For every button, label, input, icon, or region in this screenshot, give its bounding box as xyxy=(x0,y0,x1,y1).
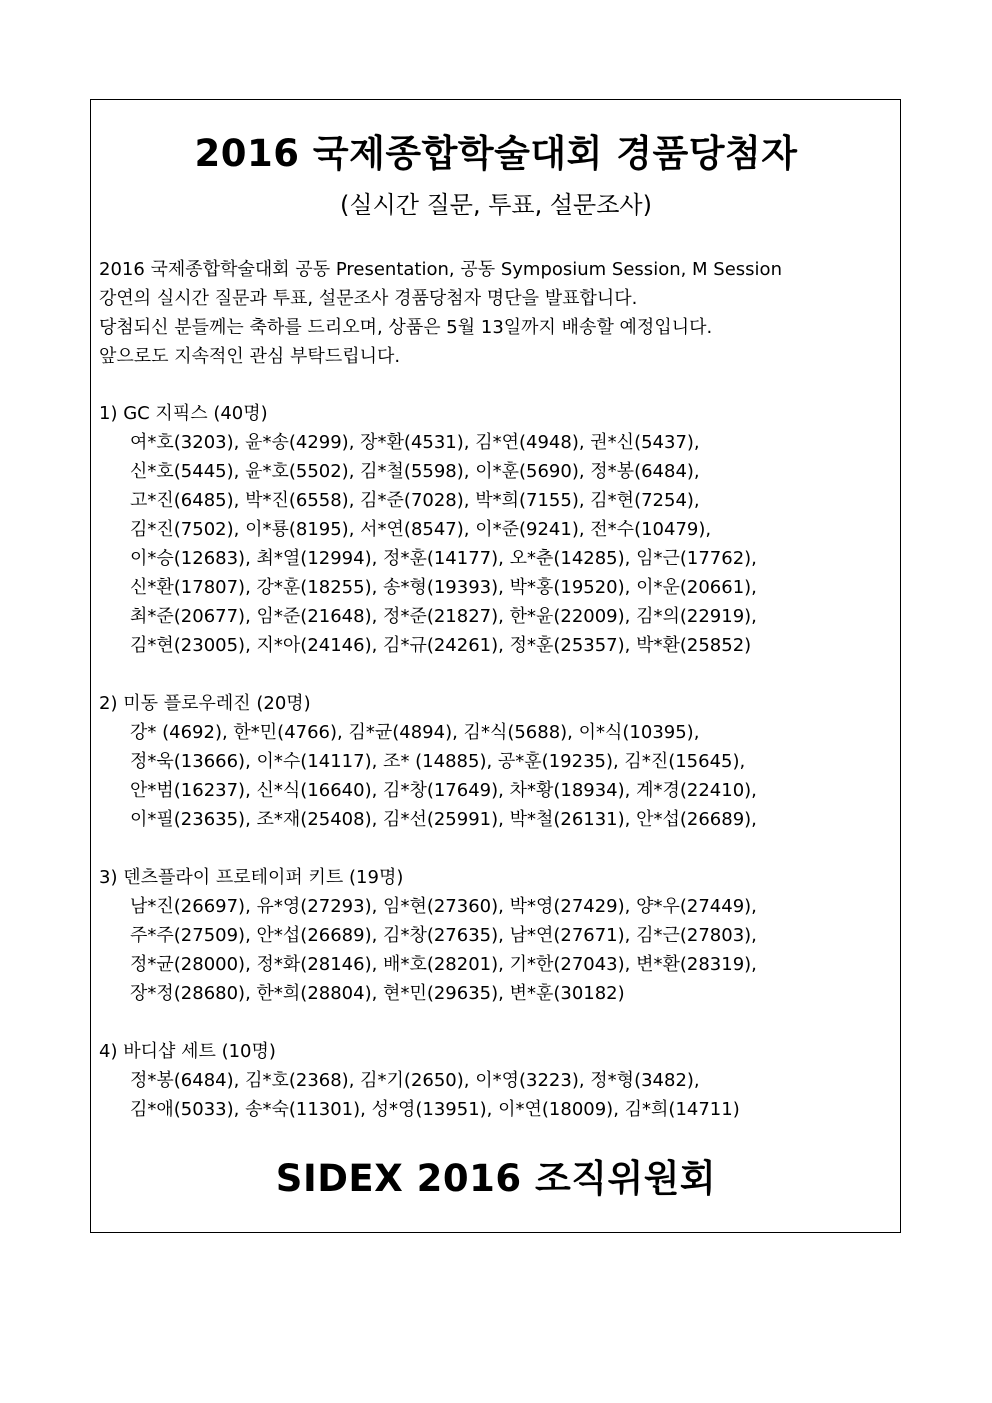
prize-heading: 3) 덴츠플라이 프로테이퍼 키트 (19명) xyxy=(99,867,404,888)
intro-line: 2016 국제종합학술대회 공동 Presentation, 공동 Symposium Session, M Session xyxy=(99,259,782,280)
prize-heading: 4) 바디샵 세트 (10명) xyxy=(99,1041,276,1062)
winner-list-line: 남*진(26697), 유*영(27293), 임*현(27360), 박*영(27429), 양*우(27449), xyxy=(130,896,757,917)
winner-list-line: 안*범(16237), 신*식(16640), 김*창(17649), 차*황(18934), 계*경(22410), xyxy=(130,780,757,801)
winner-list-line: 정*균(28000), 정*화(28146), 배*호(28201), 기*한(27043), 변*환(28319), xyxy=(130,954,757,975)
winner-list-line: 신*호(5445), 윤*호(5502), 김*철(5598), 이*훈(5690), 정*봉(6484), xyxy=(130,461,700,482)
intro-line: 강연의 실시간 질문과 투표, 설문조사 경품당첨자 명단을 발표합니다. xyxy=(99,288,638,309)
winner-list-line: 이*필(23635), 조*재(25408), 김*선(25991), 박*철(26131), 안*섭(26689), xyxy=(130,809,757,830)
winner-list-line: 최*준(20677), 임*준(21648), 정*준(21827), 한*윤(22009), 김*의(22919), xyxy=(130,606,757,627)
winner-list-line: 주*주(27509), 안*섭(26689), 김*창(27635), 남*연(27671), 김*근(27803), xyxy=(130,925,757,946)
prize-section-gc-gfix xyxy=(99,399,889,660)
winner-list-line: 신*환(17807), 강*훈(18255), 송*형(19393), 박*홍(19520), 이*운(20661), xyxy=(130,577,757,598)
winner-list-line: 김*현(23005), 지*아(24146), 김*규(24261), 정*훈(25357), 박*환(25852) xyxy=(130,635,752,656)
winner-list-line: 여*호(3203), 윤*송(4299), 장*환(4531), 김*연(4948), 권*신(5437), xyxy=(130,432,700,453)
intro-line: 당첨되신 분들께는 축하를 드리오며, 상품은 5월 13일까지 배송할 예정입니다. xyxy=(99,317,713,338)
winner-list-line: 장*정(28680), 한*희(28804), 현*민(29635), 변*훈(30182) xyxy=(130,983,625,1004)
prize-heading: 1) GC 지픽스 (40명) xyxy=(99,403,268,424)
winner-list-line: 강* (4692), 한*민(4766), 김*균(4894), 김*식(5688), 이*식(10395), xyxy=(130,722,700,743)
winner-list-line: 김*애(5033), 송*숙(11301), 성*영(13951), 이*연(18009), 김*희(14711) xyxy=(130,1099,740,1120)
prize-section-midong-flow-resin xyxy=(99,689,889,834)
winner-list-line: 정*욱(13666), 이*수(14117), 조* (14885), 공*훈(19235), 김*진(15645), xyxy=(130,751,746,772)
prize-heading: 2) 미동 플로우레진 (20명) xyxy=(99,693,311,714)
document-subtitle: (실시간 질문, 투표, 설문조사) xyxy=(340,191,652,219)
intro-line: 앞으로도 지속적인 관심 부탁드립니다. xyxy=(99,346,401,367)
intro-paragraph xyxy=(99,255,889,371)
winner-list-line: 정*봉(6484), 김*호(2368), 김*기(2650), 이*영(3223), 정*형(3482), xyxy=(130,1070,700,1091)
winner-list-line: 김*진(7502), 이*룡(8195), 서*연(8547), 이*준(9241), 전*수(10479), xyxy=(130,519,712,540)
prize-section-dentsply-protaper-kit xyxy=(99,863,889,1008)
document-title: 2016 국제종합학술대회 경품당첨자 xyxy=(194,132,798,175)
winner-list-line: 이*승(12683), 최*열(12994), 정*훈(14177), 오*춘(14285), 임*근(17762), xyxy=(130,548,757,569)
organizing-committee-signature: SIDEX 2016 조직위원회 xyxy=(275,1157,717,1200)
prize-section-body-shop-set xyxy=(99,1037,889,1124)
winner-list-line: 고*진(6485), 박*진(6558), 김*준(7028), 박*희(7155), 김*현(7254), xyxy=(130,490,700,511)
